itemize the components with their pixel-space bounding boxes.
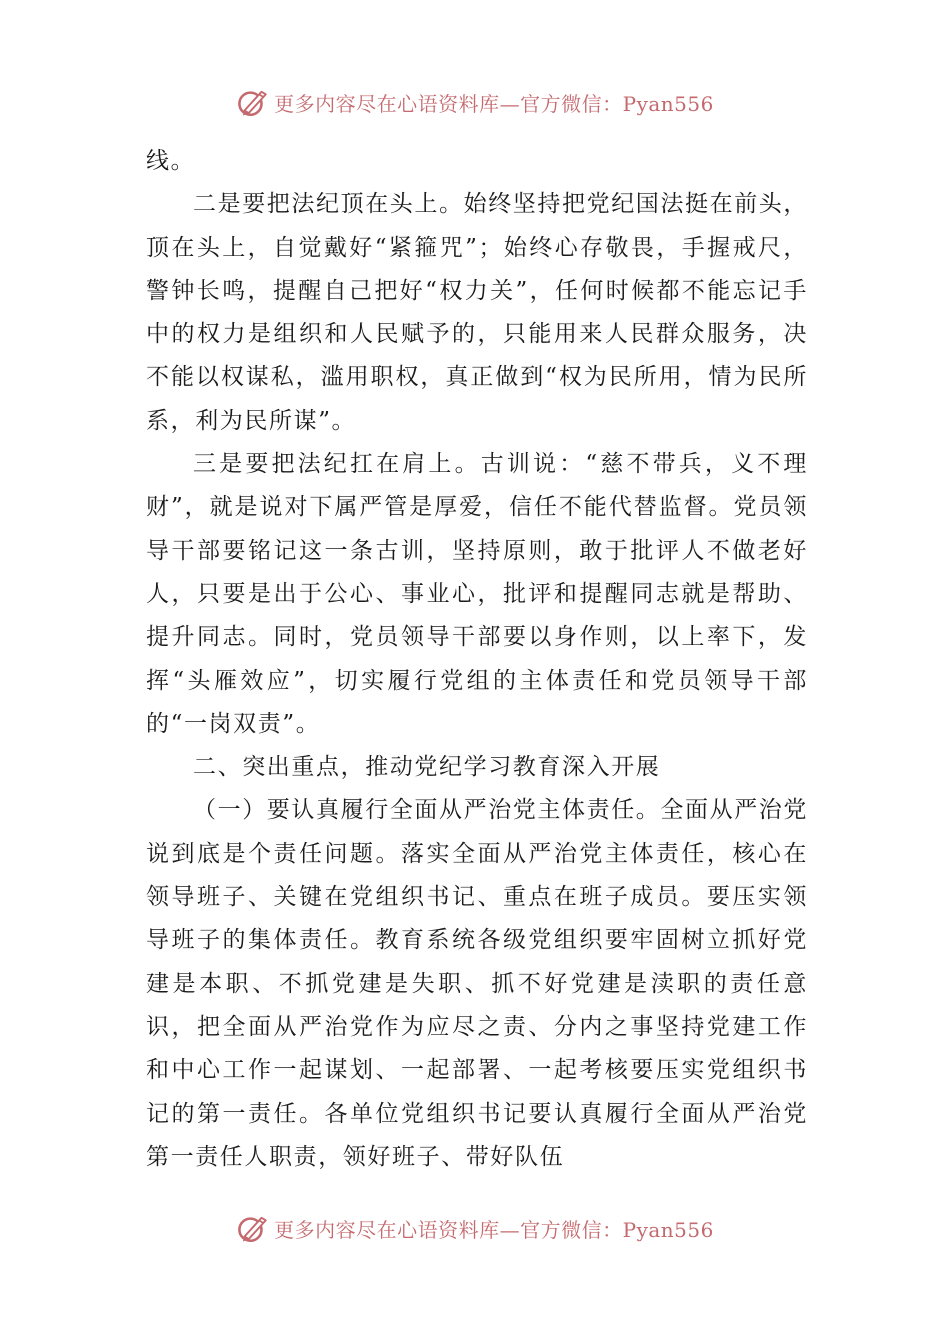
pen-circle-logo-icon xyxy=(236,1211,270,1245)
pen-circle-logo-icon xyxy=(236,85,270,119)
footer-banner xyxy=(0,1208,950,1248)
header-banner-text: 更多内容尽在心语资料库—官方微信：Pyan556 xyxy=(274,91,714,116)
footer-banner-text: 更多内容尽在心语资料库—官方微信：Pyan556 xyxy=(274,1217,714,1242)
paragraph: 三是要把法纪扛在肩上。古训说：“慈不带兵，义不理财”，就是说对下属严管是厚爱，信任不能代替监督。党员领导干部要铭记这一条古训，坚持原则，敢于批评人不做老好人，只要是出于公心、事业心，批评和提醒同志就是帮助、提升同志。同时，党员领导干部要以身作则，以上率下，发挥“头雁效应”，切实履行党组的主体责任和党员领导干部的“一岗双责”。 xyxy=(146,451,808,737)
paragraph-continuation: 线。 xyxy=(146,148,196,174)
section-heading: 二、突出重点，推动党纪学习教育深入开展 xyxy=(193,754,661,781)
document-body xyxy=(146,140,808,1179)
header-banner xyxy=(0,82,950,122)
paragraph: 二是要把法纪顶在头上。始终坚持把党纪国法挺在前头，顶在头上，自觉戴好“紧箍咒”；始终心存敬畏，手握戒尺，警钟长鸣，提醒自己把好“权力关”，任何时候都不能忘记手中的权力是组织和人民赋予的，只能用来人民群众服务，决不能以权谋私，滥用职权，真正做到“权为民所用，情为民所系，利为民所谋”。 xyxy=(146,191,808,434)
paragraph: （一）要认真履行全面从严治党主体责任。全面从严治党说到底是个责任问题。落实全面从严治党主体责任，核心在领导班子、关键在党组织书记、重点在班子成员。要压实领导班子的集体责任。教育系统各级党组织要牢固树立抓好党建是本职、不抓党建是失职、抓不好党建是渎职的责任意识，把全面从严治党作为应尽之责、分内之事坚持党建工作和中心工作一起谋划、一起部署、一起考核要压实党组织书记的第一责任。各单位党组织书记要认真履行全面从严治党第一责任人职责，领好班子、带好队伍 xyxy=(146,797,808,1170)
